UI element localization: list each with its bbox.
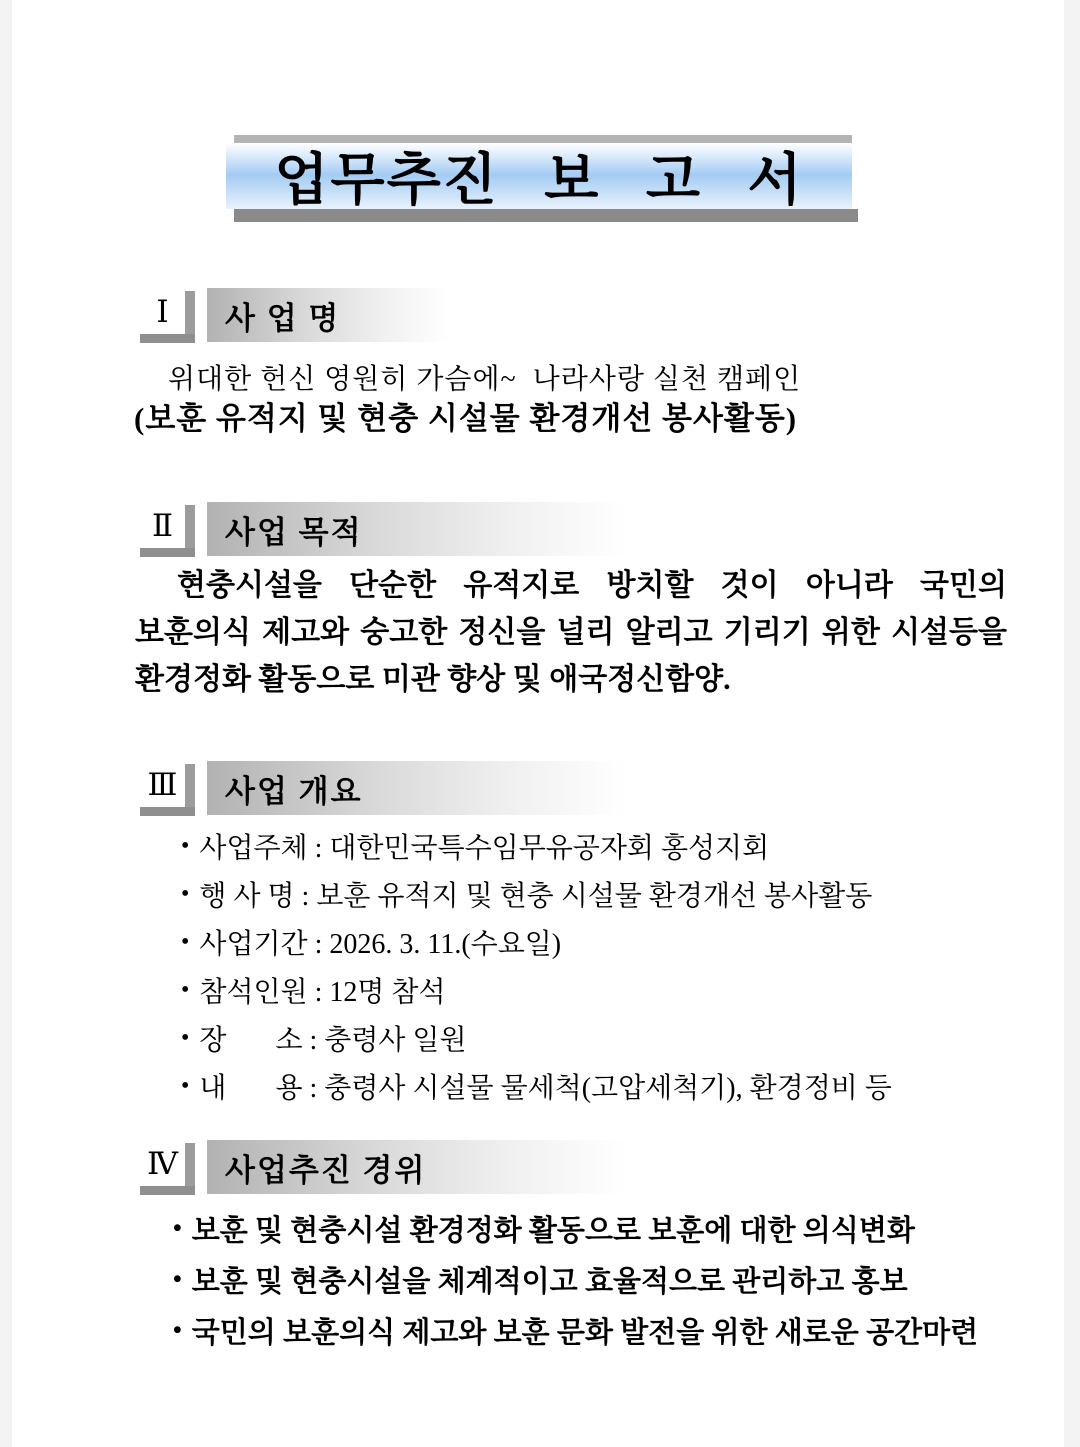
section-3-numeral-shadow-horizontal (140, 807, 195, 816)
section-4-heading: 사업추진 경위 (225, 1152, 427, 1188)
section-4-numeral-box: Ⅳ (140, 1142, 185, 1186)
list-item-text: 내 용 : 충령사 시설물 물세척(고압세척기), 환경정비 등 (199, 1073, 892, 1104)
section-2-paragraph: 현충시설을 단순한 유적지로 방치할 것이 아니라 국민의 보훈의식 제고와 숭고한 정신을 널리 알리고 기리기 위한 시설등을 환경정화 활동으로 미관 향상 및 애국정신함양. (135, 569, 1007, 696)
section-4-numeral-shadow-vertical (185, 1143, 195, 1188)
section-2-heading: 사업 목적 (225, 514, 363, 550)
section-1-numeral-box: Ⅰ (140, 290, 185, 334)
page-title: 업무추진 보 고 서 (274, 148, 804, 213)
section-1-heading: 사 업 명 (225, 300, 341, 336)
list-item-text: 국민의 보훈의식 제고와 보훈 문화 발전을 위한 새로운 공간마련 (191, 1317, 979, 1349)
list-item-text: 장 소 : 충령사 일원 (199, 1025, 467, 1056)
section-2-heading-bar (207, 502, 630, 556)
section-4-heading-bar (207, 1140, 630, 1194)
bullet-icon: • (181, 832, 190, 859)
list-item-text: 보훈 및 현충시설 환경정화 활동으로 보훈에 대한 의식변화 (191, 1215, 915, 1247)
bullet-icon: • (173, 1316, 182, 1344)
page-right-margin (1064, 0, 1080, 1447)
section-4-numeral-shadow-horizontal (140, 1186, 195, 1195)
title-gradient-band (226, 143, 852, 213)
section-1-heading-bar (207, 288, 452, 342)
bullet-icon: • (181, 880, 190, 907)
section-1-text-line-2: (보훈 유적지 및 현충 시설물 환경개선 봉사활동) (134, 401, 798, 436)
section-4-bullet-list (173, 1203, 978, 1356)
list-item (173, 1305, 978, 1356)
list-item (181, 918, 892, 966)
section-3-bullet-list (181, 822, 892, 1110)
bullet-icon: • (173, 1214, 182, 1242)
list-item-text: 참석인원 : 12명 참석 (199, 977, 446, 1008)
bullet-icon: • (181, 1072, 190, 1099)
list-item (181, 870, 892, 918)
section-2-numeral-shadow-horizontal (140, 548, 195, 557)
list-item (181, 1014, 892, 1062)
list-item-text: 사업기간 : 2026. 3. 11.(수요일) (199, 929, 562, 960)
section-1-numeral-shadow-vertical (185, 291, 195, 336)
list-item-text: 행 사 명 : 보훈 유적지 및 현충 시설물 환경개선 봉사활동 (199, 881, 873, 912)
section-1-numeral-shadow-horizontal (140, 334, 195, 343)
list-item-text: 보훈 및 현충시설을 체계적이고 효율적으로 관리하고 홍보 (191, 1266, 908, 1298)
list-item (181, 822, 892, 870)
list-item (181, 966, 892, 1014)
bullet-icon: • (181, 1024, 190, 1051)
bullet-icon: • (181, 976, 190, 1003)
report-title-banner (226, 135, 852, 222)
section-3-numeral-box: Ⅲ (140, 763, 185, 807)
page-left-margin (0, 0, 12, 1447)
section-3-numeral-shadow-vertical (185, 764, 195, 809)
section-3-heading-bar (207, 761, 630, 815)
section-3-heading: 사업 개요 (225, 773, 363, 809)
section-1-text-line-1: 위대한 헌신 영원히 가슴에~ 나라사랑 실천 캠페인 (168, 364, 802, 395)
section-2-numeral-box: Ⅱ (140, 504, 185, 548)
bullet-icon: • (181, 928, 190, 955)
bullet-icon: • (173, 1265, 182, 1293)
list-item (181, 1062, 892, 1110)
list-item-text: 사업주체 : 대한민국특수임무유공자회 홍성지회 (199, 833, 770, 864)
list-item (173, 1254, 978, 1305)
list-item (173, 1203, 978, 1254)
section-2-numeral-shadow-vertical (185, 505, 195, 550)
